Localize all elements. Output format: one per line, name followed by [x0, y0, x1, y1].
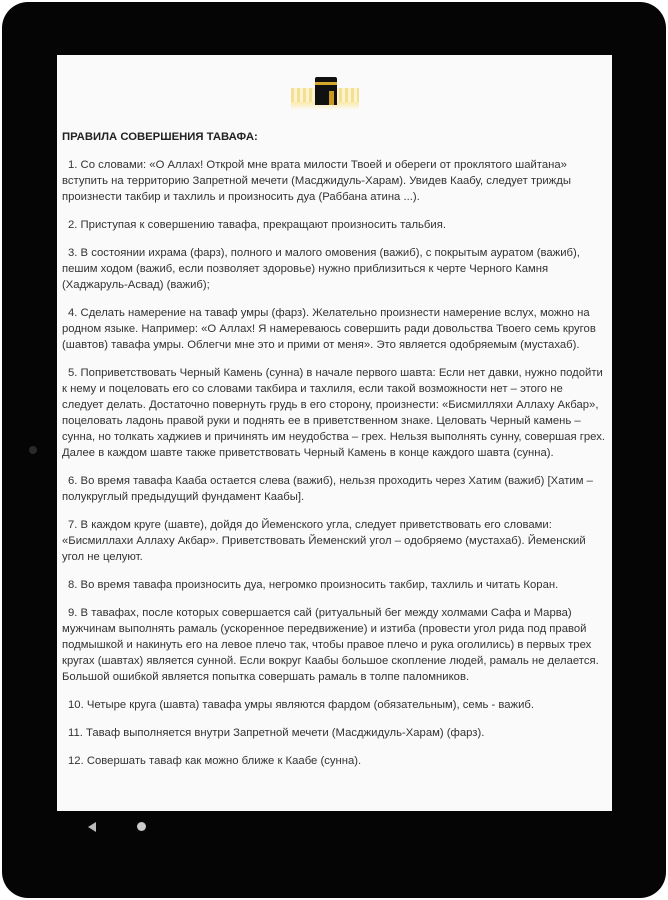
back-icon[interactable]: [88, 822, 96, 832]
article: [62, 129, 607, 781]
paragraph: 12. Совершать таваф как можно ближе к Каабе (сунна).: [68, 755, 362, 767]
paragraph: 9. В тавафах, после которых совершается сай (ритуальный бег между холмами Сафа и Марва) мужчинам выполнять рамаль (ускоренное передвижение) и изтиба (провести угол рида под правой подмышкой и накинуть его на левое плечо так, чтобы правое плечо и рука оголились) в первых трех кругах (шавтах) является сунной. Если вокруг Каабы большое скопление людей, рамаль не делается. Большой ошибкой является попытка совершать рамаль в толпе паломников.: [62, 607, 599, 683]
camera-icon: [29, 446, 37, 454]
app-screen: [57, 55, 612, 811]
paragraph: 7. В каждом круге (шавте), дойдя до Йеменского угла, следует приветствовать его словами: «Бисмиллахи Аллаху Акбар». Приветствовать Йеменский угол – одобряемо (мустахаб). Йеменский угол не целуют.: [62, 519, 586, 563]
paragraph: 11. Таваф выполняется внутри Запретной мечети (Масджидуль-Харам) (фарз).: [68, 727, 485, 739]
paragraph: 3. В состоянии ихрама (фарз), полного и малого омовения (важиб), с покрытым ауратом (важиб), пешим ходом (важиб, если позволяет здоровье) нужно приблизиться к черте Черного Камня (Хаджаруль-Асвад) (важиб);: [62, 247, 580, 291]
paragraph: 2. Приступая к совершению тавафа, прекращают произносить тальбия.: [68, 219, 446, 231]
home-icon[interactable]: [137, 822, 146, 831]
paragraph: 8. Во время тавафа произносить дуа, негромко произносить такбир, тахлиль и читать Коран.: [68, 579, 559, 591]
paragraph: 5. Поприветствовать Черный Камень (сунна) в начале первого шавта: Если нет давки, нужно подойти к нему и поцеловать его со словами такбира и тахлиля, если такой возможности нет – этого не следует делать. Достаточно повернуть грудь в его сторону, произнести: «Бисмилляхи Аллаху Акбар», поцеловать ладонь правой руки и поднять ее в приветственном знаке. Целовать Черный камень – сунна, но толкать хаджиев и причинять им неудобства – грех. Нельзя выполнять сунну, совершая грех. Далее в каждом шавте также приветствовать Черный Камень в конце каждого шавта (сунна).: [62, 367, 605, 459]
kaaba-logo-icon: [289, 73, 361, 117]
paragraph: 4. Сделать намерение на таваф умры (фарз). Желательно произнести намерение вслух, можно на родном языке. Например: «О Аллах! Я намереваюсь совершить ради довольства Твоего семь кругов (шавтов) тавафа умры. Облегчи мне это и прими от меня». Это является одобряемым (мустахаб).: [62, 307, 596, 351]
paragraph: 1. Со словами: «О Аллах! Открой мне врата милости Твоей и обереги от проклятого шайтана» вступить на территорию Запретной мечети (Масджидуль-Харам). Увидев Каабу, следует трижды произнести такбир и тахлиль и произносить дуа (Раббана атина ...).: [62, 159, 571, 203]
paragraph: 6. Во время тавафа Кааба остается слева (важиб), нельзя проходить через Хатим (важиб) [Хатим – полукруглый предыдущий фундамент Каабы].: [62, 475, 593, 503]
article-title: ПРАВИЛА СОВЕРШЕНИЯ ТАВАФА:: [62, 131, 258, 143]
navigation-bar: [0, 811, 668, 841]
paragraph: 10. Четыре круга (шавта) тавафа умры являются фардом (обязательным), семь - важиб.: [68, 699, 535, 711]
